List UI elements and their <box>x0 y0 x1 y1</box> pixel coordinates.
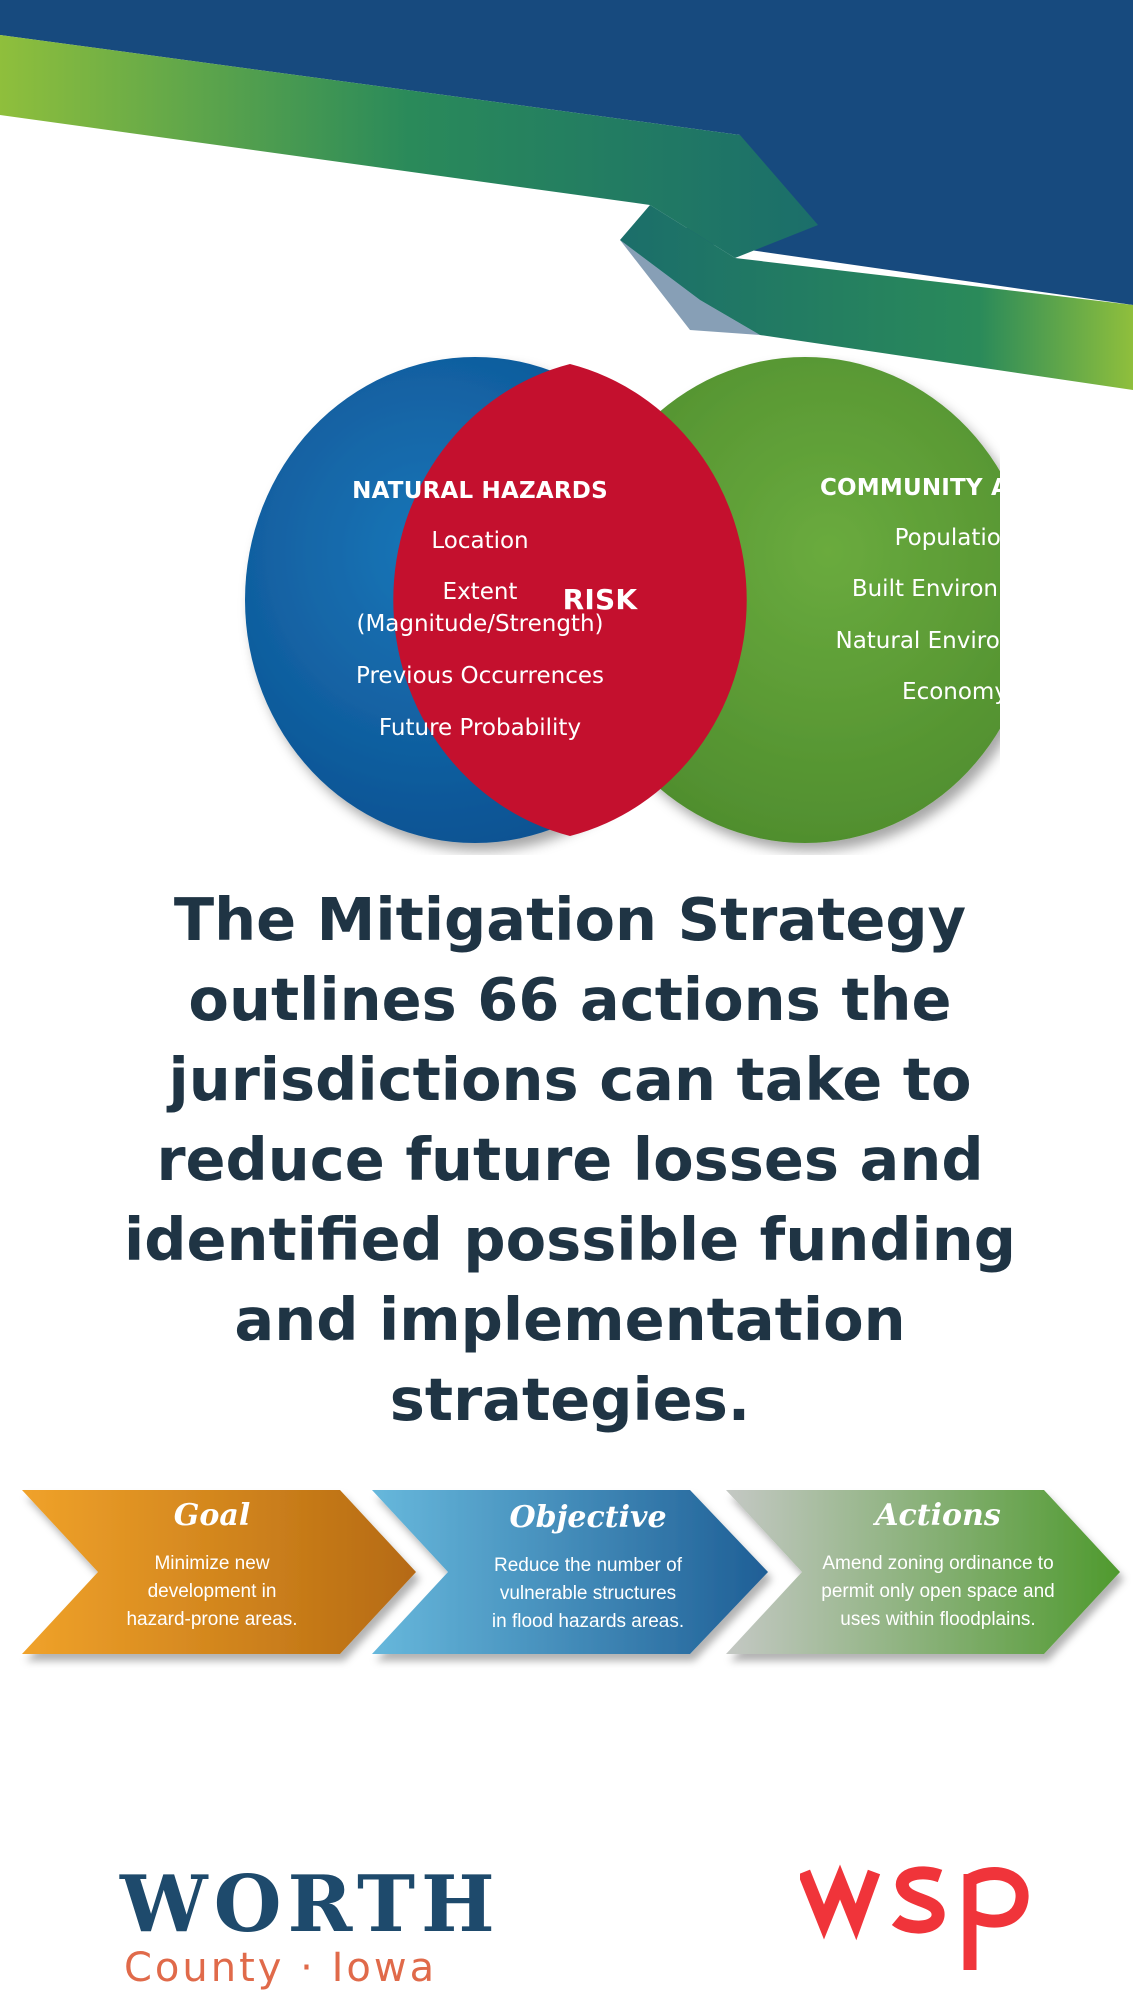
assets-item: Economy <box>902 679 1008 705</box>
objective-line: Reduce the number of <box>493 1555 682 1576</box>
actions-title: Actions <box>875 1498 1001 1533</box>
actions-body <box>798 1550 1078 1634</box>
actions-line: permit only open space and <box>821 1581 1055 1602</box>
risk-label: RISK <box>562 583 638 616</box>
hazards-item: Future Probability <box>378 715 582 741</box>
objective-line: vulnerable structures <box>499 1583 677 1604</box>
goal-line: hazard-prone areas. <box>126 1609 298 1630</box>
worth-logo-name: WORTH <box>120 1859 501 1950</box>
goal-title: Goal <box>173 1498 251 1533</box>
goal-body <box>72 1550 352 1634</box>
hazards-item: Location <box>431 528 529 554</box>
assets-item: Built Environment <box>851 576 1059 602</box>
wsp-logo <box>800 1860 1030 1980</box>
statement-line: outlines 66 actions the <box>188 965 952 1034</box>
statement-line: reduce future losses and <box>156 1125 984 1194</box>
strategy-chevrons <box>0 1480 1133 1690</box>
assets-title: COMMUNITY ASSETS <box>819 475 1091 501</box>
statement-line: and implementation <box>234 1285 906 1354</box>
objective-body <box>448 1552 728 1636</box>
statement-line: strategies. <box>389 1365 751 1434</box>
hazards-item: Previous Occurrences <box>356 663 604 689</box>
statement-line: The Mitigation Strategy <box>173 885 967 954</box>
worth-logo-subtitle: County · Iowa <box>124 1945 438 1991</box>
objective-line: in flood hazards areas. <box>491 1611 685 1632</box>
worth-county-logo <box>120 1859 501 1991</box>
hazards-item: (Magnitude/Strength) <box>356 611 604 637</box>
mitigation-statement <box>70 880 1070 1440</box>
assets-item: Population <box>894 525 1016 551</box>
statement-line: jurisdictions can take to <box>168 1045 972 1114</box>
assets-item: Natural Environment <box>835 628 1075 654</box>
goal-line: Minimize new <box>154 1553 270 1574</box>
hazards-title: NATURAL HAZARDS <box>352 478 608 504</box>
actions-line: Amend zoning ordinance to <box>822 1553 1054 1574</box>
hazards-item: Extent <box>442 579 518 605</box>
objective-title: Objective <box>509 1500 667 1535</box>
statement-line: identified possible funding <box>123 1205 1017 1274</box>
goal-line: development in <box>147 1581 277 1602</box>
decorative-banner <box>0 0 1133 400</box>
risk-venn-diagram <box>150 355 1091 855</box>
actions-line: uses within floodplains. <box>840 1609 1036 1630</box>
